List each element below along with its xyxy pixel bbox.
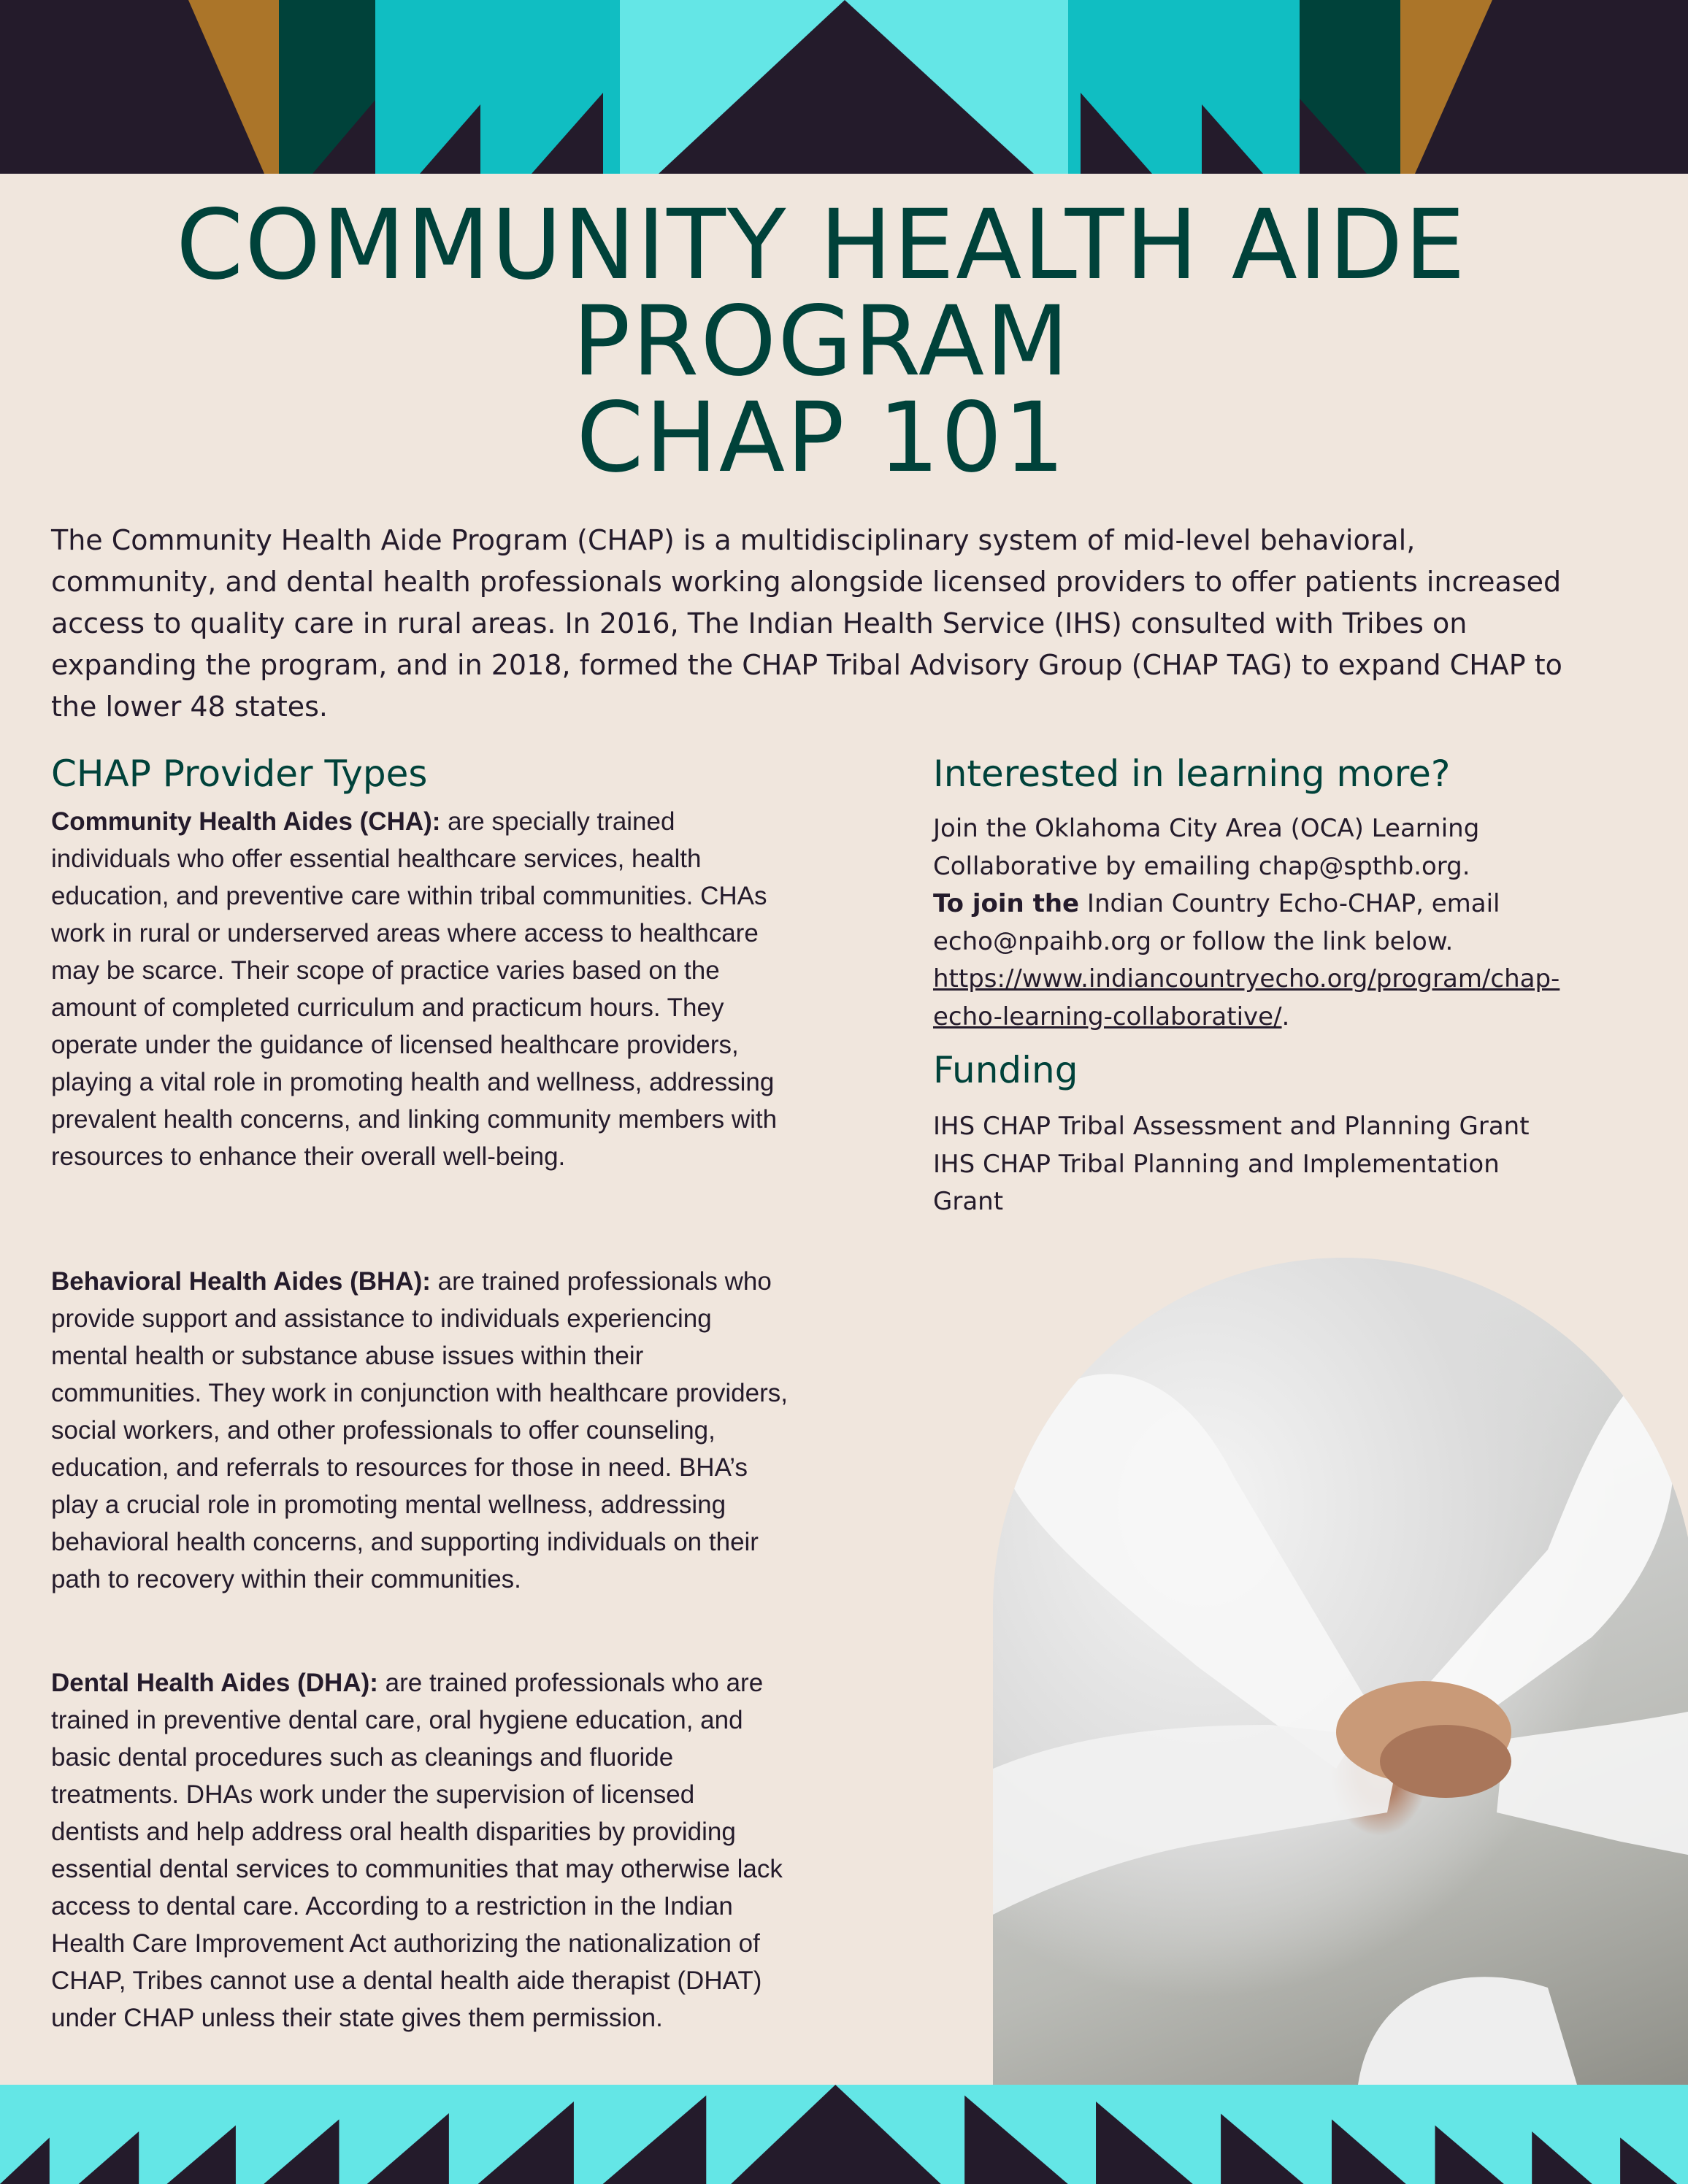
intro-paragraph: The Community Health Aide Program (CHAP) is a multidisciplinary system of mid-level behavioral, community, and dental health professionals working alongside licensed providers to offer patients increased access to quality care in rural areas. In 2016, The Indian Health Service (IHS) consulted with Tribes on expanding the program, and in 2018, formed the CHAP Tribal Advisory Group (CHAP TAG) to expand CHAP to the lower 48 states. xyxy=(51,524,1562,723)
cha-description xyxy=(51,803,789,1175)
bha-term: Behavioral Health Aides (BHA): xyxy=(51,1267,431,1296)
cha-term: Community Health Aides (CHA): xyxy=(51,807,441,836)
bha-text: are trained professionals who provide support and assistance to individuals experiencing mental health or substance abuse issues within their communities. They work in conjunction with healthcare providers, social workers, and other professionals to offer counseling, education, and referrals to resources for those in need. BHA’s play a crucial role in promoting mental wellness, addressing behavioral health concerns, and supporting individuals on their path to recovery within their communities. xyxy=(51,1267,788,1593)
funding-item: IHS CHAP Tribal Planning and Implementation Grant xyxy=(933,1149,1500,1216)
cha-text: are specially trained individuals who offer essential healthcare services, health education, and preventive care within tribal communities. CHAs work in rural or underserved areas where access to healthcare may be scarce. Their scope of practice varies based on the amount of completed curriculum and practicum hours. They operate under the guidance of licensed healthcare providers, playing a vital role in promoting health and wellness, addressing prevalent health concerns, and linking community members with resources to enhance their overall well-being. xyxy=(51,807,778,1171)
echo-chap-link[interactable]: https://www.indiancountryecho.org/program/chap-echo-learning-collaborative/ xyxy=(933,964,1560,1031)
funding-heading: Funding xyxy=(933,1049,1078,1091)
dha-text: are trained professionals who are trained in preventive dental care, oral hygiene education, and basic dental procedures such as cleanings and fluoride treatments. DHAs work under the supervision of licensed dentists and help address oral health disparities by providing essential dental services to communities that may otherwise lack access to dental care. According to a restriction in the Indian Health Care Improvement Act authorizing the nationalization of CHAP, Tribes cannot use a dental health aide therapist (DHAT) under CHAP unless their state gives them permission. xyxy=(51,1669,783,2032)
bha-description xyxy=(51,1263,789,1598)
title-line-1: COMMUNITY HEALTH AIDE xyxy=(176,189,1467,301)
funding-item: IHS CHAP Tribal Assessment and Planning Grant xyxy=(933,1112,1530,1141)
learn-more-line-1: Join the Oklahoma City Area (OCA) Learning Collaborative by emailing chap@spthb.org. xyxy=(933,814,1480,881)
photo-illustration xyxy=(993,1258,1688,2085)
funding-list xyxy=(933,1108,1532,1221)
learn-more-line-2: Indian Country Echo-CHAP, email echo@npaihb.org or follow the link below. xyxy=(933,889,1500,956)
healthcare-team-hands-photo xyxy=(993,1258,1688,2085)
bottom-decorative-banner xyxy=(0,2085,1688,2184)
link-suffix: . xyxy=(1281,1001,1290,1031)
title-line-2: PROGRAM xyxy=(572,285,1071,398)
top-decorative-banner xyxy=(0,0,1688,174)
provider-types-heading: CHAP Provider Types xyxy=(51,753,428,795)
dha-description xyxy=(51,1664,789,2037)
learn-more-body xyxy=(933,810,1561,1036)
page-title xyxy=(0,189,1643,494)
learn-more-heading: Interested in learning more? xyxy=(933,753,1451,795)
join-label: To join the xyxy=(933,889,1080,918)
dha-term: Dental Health Aides (DHA): xyxy=(51,1669,378,1697)
title-line-3: CHAP 101 xyxy=(576,382,1067,494)
